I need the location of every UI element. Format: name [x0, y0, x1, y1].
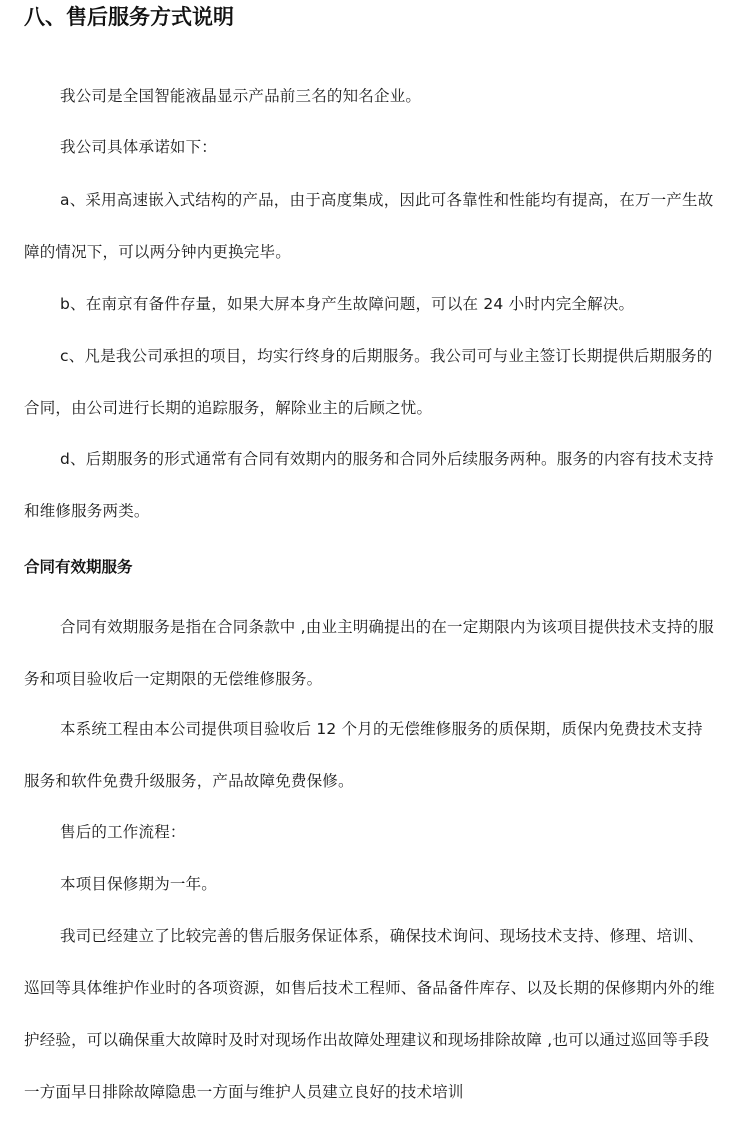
paragraph-item-d: d、后期服务的形式通常有合同有效期内的服务和合同外后续服务两种。服务的内容有技术支持和维修服务两类。: [24, 450, 714, 520]
paragraph-item-c: c、凡是我公司承担的项目，均实行终身的后期服务。我公司可与业主签订长期提供后期服务的合同，由公司进行长期的追踪服务，解除业主的后顾之忧。: [24, 347, 713, 417]
paragraph-contract-service: 合同有效期服务是指在合同条款中 ,由业主明确提出的在一定期限内为该项目提供技术支持的服务和项目验收后一定期限的无偿维修服务。: [24, 618, 714, 688]
paragraph-company-intro: 我公司是全国智能液晶显示产品前三名的知名企业。: [60, 87, 422, 105]
paragraph-item-b: b、在南京有备件存量，如果大屏本身产生故障问题，可以在 24 小时内完全解决。: [60, 295, 635, 313]
paragraph-commitment-intro: 我公司具体承诺如下：: [60, 138, 218, 156]
subsection-heading: 合同有效期服务: [24, 558, 133, 576]
paragraph-warranty-one-year: 本项目保修期为一年。: [60, 875, 218, 893]
paragraph-warranty-period: 本系统工程由本公司提供项目验收后 12 个月的无偿维修服务的质保期，质保内免费技术支持服务和软件免费升级服务，产品故障免费保修。: [24, 720, 703, 790]
paragraph-workflow-label: 售后的工作流程：: [60, 823, 186, 841]
paragraph-service-system: 我司已经建立了比较完善的售后服务保证体系，确保技术询问、现场技术支持、修理、培训、巡回等具体维护作业时的各项资源，如售后技术工程师、备品备件库存、以及长期的保修期内外的维护经验，可以确保重大故障时及时对现场作出故障处理建议和现场排除故障 ,也可以通过巡回等手段一方面早日排除故障隐患一方面与维护人员建立良好的技术培训: [24, 927, 715, 1101]
section-heading: 八、售后服务方式说明: [24, 5, 234, 29]
paragraph-item-a: a、采用高速嵌入式结构的产品，由于高度集成，因此可各靠性和性能均有提高，在万一产生故障的情况下，可以两分钟内更换完毕。: [24, 191, 714, 261]
